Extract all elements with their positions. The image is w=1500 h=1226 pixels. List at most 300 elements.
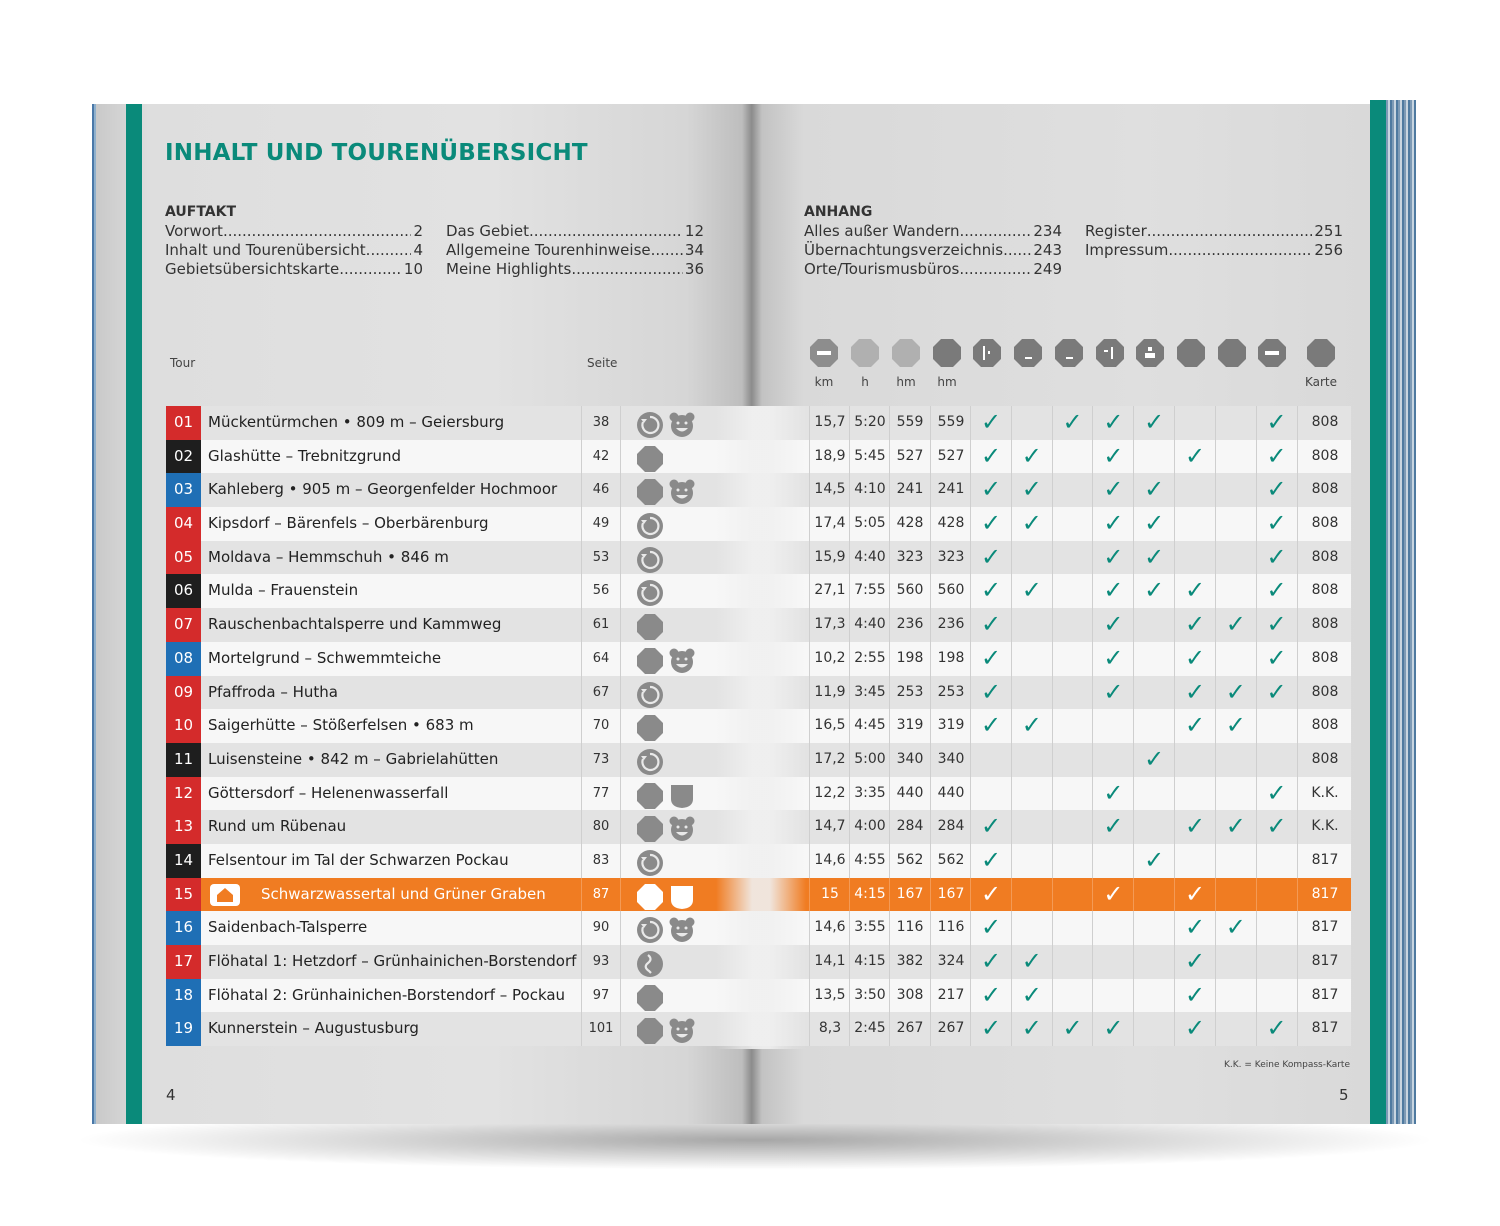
- tour-ascent: 198: [889, 642, 930, 676]
- check-mark-icon: ✓: [1092, 574, 1133, 608]
- tour-number: 03: [166, 473, 201, 507]
- tour-ascent: 308: [889, 979, 930, 1013]
- empty-cell: [1092, 709, 1133, 743]
- toc-entry[interactable]: Allgemeine Tourenhinweise ..... 34: [446, 241, 704, 260]
- check-mark-icon: ✓: [1174, 642, 1215, 676]
- tour-map: 817: [1297, 911, 1352, 945]
- tour-row[interactable]: [166, 676, 1351, 710]
- tour-ascent: 267: [889, 1012, 930, 1046]
- check-mark-icon: ✓: [970, 473, 1011, 507]
- check-mark-icon: ✓: [1133, 574, 1174, 608]
- tour-duration: 3:45: [849, 676, 890, 710]
- empty-cell: [970, 743, 1011, 777]
- tour-ascent: 428: [889, 507, 930, 541]
- header-pictogram-icon: [1095, 338, 1125, 368]
- empty-cell: [1215, 473, 1256, 507]
- check-mark-icon: ✓: [1215, 608, 1256, 642]
- tour-ascent: 527: [889, 440, 930, 474]
- empty-cell: [1011, 844, 1052, 878]
- tour-row[interactable]: [166, 945, 1351, 979]
- tour-name: Göttersdorf – Helenenwasserfall: [208, 783, 449, 802]
- empty-cell: [1052, 844, 1093, 878]
- tour-name: Glashütte – Trebnitzgrund: [208, 446, 402, 465]
- check-mark-icon: ✓: [1256, 406, 1297, 440]
- tour-distance: 14,6: [809, 911, 850, 945]
- tour-name: Schwarzwassertal und Grüner Graben: [261, 884, 546, 903]
- check-mark-icon: ✓: [1174, 945, 1215, 979]
- tour-number: 08: [166, 642, 201, 676]
- header-pictogram-icon: [1306, 338, 1336, 368]
- tour-descent: 217: [930, 979, 971, 1013]
- tour-row[interactable]: [166, 574, 1351, 608]
- empty-cell: [1133, 676, 1174, 710]
- tour-row[interactable]: [166, 911, 1351, 945]
- check-mark-icon: ✓: [1092, 878, 1133, 912]
- descent-column-header: hm: [937, 375, 957, 389]
- tour-descent: 323: [930, 541, 971, 575]
- empty-cell: [1092, 911, 1133, 945]
- shield-icon: [668, 782, 696, 806]
- check-mark-icon: ✓: [1174, 709, 1215, 743]
- tour-map: 808: [1297, 507, 1352, 541]
- empty-cell: [1011, 676, 1052, 710]
- empty-cell: [1215, 507, 1256, 541]
- empty-cell: [1256, 709, 1297, 743]
- tour-name: Rund um Rübenau: [208, 817, 347, 836]
- tour-number: 10: [166, 709, 201, 743]
- check-mark-icon: ✓: [1256, 574, 1297, 608]
- tour-duration: 3:50: [849, 979, 890, 1013]
- tour-descent: 198: [930, 642, 971, 676]
- check-mark-icon: ✓: [1011, 709, 1052, 743]
- empty-cell: [1174, 507, 1215, 541]
- tour-duration: 5:45: [849, 440, 890, 474]
- tour-number: 18: [166, 979, 201, 1013]
- empty-cell: [1052, 777, 1093, 811]
- empty-cell: [1174, 777, 1215, 811]
- tour-row[interactable]: [166, 743, 1351, 777]
- header-pictogram-icon: [809, 338, 839, 368]
- check-mark-icon: ✓: [970, 440, 1011, 474]
- octagon-icon: [636, 815, 664, 839]
- tour-row[interactable]: [166, 1012, 1351, 1046]
- tour-map: 808: [1297, 473, 1352, 507]
- tour-name: Luisensteine • 842 m – Gabrielahütten: [208, 749, 499, 768]
- tour-map: 808: [1297, 709, 1352, 743]
- check-mark-icon: ✓: [1092, 810, 1133, 844]
- check-mark-icon: ✓: [1174, 1012, 1215, 1046]
- check-mark-icon: ✓: [1092, 608, 1133, 642]
- check-mark-icon: ✓: [1092, 777, 1133, 811]
- page-number-left: 4: [166, 1086, 176, 1104]
- check-mark-icon: ✓: [1256, 473, 1297, 507]
- tour-row[interactable]: [166, 777, 1351, 811]
- tour-page: 46: [581, 473, 621, 507]
- tour-distance: 27,1: [809, 574, 850, 608]
- check-mark-icon: ✓: [1256, 541, 1297, 575]
- empty-cell: [1174, 406, 1215, 440]
- tour-name: Moldava – Hemmschuh • 846 m: [208, 547, 449, 566]
- check-mark-icon: ✓: [970, 642, 1011, 676]
- toc-entry[interactable]: Das Gebiet ..... 12: [446, 222, 704, 241]
- tour-name: Mückentürmchen • 809 m – Geiersburg: [208, 413, 505, 431]
- tour-row[interactable]: [166, 440, 1351, 474]
- tour-page: 70: [581, 709, 621, 743]
- header-pictogram-icon: [850, 338, 880, 368]
- bear-face-icon: [668, 411, 696, 435]
- book-edge-right: [1386, 100, 1416, 1124]
- ascent-column-header: hm: [896, 375, 916, 389]
- tour-number: 05: [166, 541, 201, 575]
- check-mark-icon: ✓: [970, 844, 1011, 878]
- empty-cell: [1215, 642, 1256, 676]
- tour-descent: 267: [930, 1012, 971, 1046]
- tour-descent: 440: [930, 777, 971, 811]
- empty-cell: [1256, 844, 1297, 878]
- empty-cell: [1011, 911, 1052, 945]
- empty-cell: [1133, 810, 1174, 844]
- tour-duration: 4:45: [849, 709, 890, 743]
- header-pictogram-icon: [1013, 338, 1043, 368]
- check-mark-icon: ✓: [970, 911, 1011, 945]
- tour-duration: 4:55: [849, 844, 890, 878]
- check-mark-icon: ✓: [970, 1012, 1011, 1046]
- empty-cell: [1174, 541, 1215, 575]
- anhang-col-1: [804, 222, 1062, 279]
- tour-ascent: 253: [889, 676, 930, 710]
- toc-entry[interactable]: Impressum ..... 256: [1085, 241, 1343, 260]
- check-mark-icon: ✓: [1256, 777, 1297, 811]
- toc-entry[interactable]: Inhalt und Tourenübersicht ..... 4: [165, 241, 423, 260]
- tour-duration: 4:15: [849, 945, 890, 979]
- check-mark-icon: ✓: [1215, 709, 1256, 743]
- empty-cell: [1052, 743, 1093, 777]
- empty-cell: [1011, 777, 1052, 811]
- empty-cell: [1052, 878, 1093, 912]
- tour-row[interactable]: [166, 709, 1351, 743]
- toc-entry[interactable]: Gebietsübersichtskarte ..... 10: [165, 260, 423, 279]
- tour-number: 17: [166, 945, 201, 979]
- tour-number: 04: [166, 507, 201, 541]
- check-mark-icon: ✓: [1133, 541, 1174, 575]
- tour-page: 83: [581, 844, 621, 878]
- check-mark-icon: ✓: [970, 608, 1011, 642]
- check-mark-icon: ✓: [970, 676, 1011, 710]
- tour-map: 808: [1297, 608, 1352, 642]
- tour-name: Mulda – Frauenstein: [208, 581, 359, 600]
- highlight-hut-icon: [210, 884, 240, 906]
- octagon-icon: [636, 984, 664, 1008]
- header-pictogram-icon: [1257, 338, 1287, 368]
- octagon-icon: [636, 478, 664, 502]
- empty-cell: [1052, 608, 1093, 642]
- tour-map: 808: [1297, 743, 1352, 777]
- tour-row[interactable]: [166, 844, 1351, 878]
- tour-descent: 560: [930, 574, 971, 608]
- tour-descent: 562: [930, 844, 971, 878]
- tour-name: Mortelgrund – Schwemmteiche: [208, 648, 442, 667]
- tour-duration: 5:20: [849, 406, 890, 440]
- tour-row[interactable]: [166, 473, 1351, 507]
- teal-bar-left: [126, 104, 142, 1124]
- tour-number: 06: [166, 574, 201, 608]
- empty-cell: [1215, 979, 1256, 1013]
- tour-name: Kunnerstein – Augustusburg: [208, 1019, 419, 1038]
- tour-number: 12: [166, 777, 201, 811]
- check-mark-icon: ✓: [1256, 1012, 1297, 1046]
- tour-descent: 253: [930, 676, 971, 710]
- check-mark-icon: ✓: [1174, 608, 1215, 642]
- empty-cell: [1133, 1012, 1174, 1046]
- tour-row[interactable]: [166, 507, 1351, 541]
- octagon-icon: [636, 445, 664, 469]
- tour-page: 67: [581, 676, 621, 710]
- tour-number: 19: [166, 1012, 201, 1046]
- check-mark-icon: ✓: [1011, 1012, 1052, 1046]
- tour-distance: 17,3: [809, 608, 850, 642]
- tour-duration: 5:05: [849, 507, 890, 541]
- tour-duration: 4:15: [849, 878, 890, 912]
- bear-face-icon: [668, 815, 696, 839]
- check-mark-icon: ✓: [1174, 878, 1215, 912]
- empty-cell: [1052, 979, 1093, 1013]
- octagon-icon: [636, 1017, 664, 1041]
- empty-cell: [1011, 878, 1052, 912]
- tour-number: 07: [166, 608, 201, 642]
- header-pictogram-icon: [891, 338, 921, 368]
- tour-page: 53: [581, 541, 621, 575]
- check-mark-icon: ✓: [1092, 541, 1133, 575]
- header-pictogram-icon: [1176, 338, 1206, 368]
- check-mark-icon: ✓: [1133, 473, 1174, 507]
- tour-distance: 17,2: [809, 743, 850, 777]
- tour-page: 73: [581, 743, 621, 777]
- empty-cell: [1052, 709, 1093, 743]
- check-mark-icon: ✓: [1092, 642, 1133, 676]
- toc-entry[interactable]: Alles außer Wandern ..... 234: [804, 222, 1062, 241]
- check-mark-icon: ✓: [1174, 440, 1215, 474]
- empty-cell: [1052, 541, 1093, 575]
- page-number-right: 5: [1339, 1086, 1349, 1104]
- empty-cell: [1052, 473, 1093, 507]
- tour-row[interactable]: [166, 608, 1351, 642]
- bear-face-icon: [668, 647, 696, 671]
- tour-distance: 15,9: [809, 541, 850, 575]
- tour-number: 01: [166, 406, 201, 440]
- check-mark-icon: ✓: [1011, 574, 1052, 608]
- tour-name: Felsentour im Tal der Schwarzen Pockau: [208, 850, 509, 869]
- tour-page: 80: [581, 810, 621, 844]
- check-mark-icon: ✓: [1133, 406, 1174, 440]
- empty-cell: [1052, 945, 1093, 979]
- check-mark-icon: ✓: [970, 541, 1011, 575]
- empty-cell: [1052, 507, 1093, 541]
- tour-map: 808: [1297, 440, 1352, 474]
- tour-duration: 7:55: [849, 574, 890, 608]
- check-mark-icon: ✓: [1256, 507, 1297, 541]
- check-mark-icon: ✓: [1174, 911, 1215, 945]
- check-mark-icon: ✓: [970, 507, 1011, 541]
- tour-distance: 14,5: [809, 473, 850, 507]
- tour-distance: 16,5: [809, 709, 850, 743]
- check-mark-icon: ✓: [1256, 642, 1297, 676]
- tour-row[interactable]: [166, 406, 1351, 440]
- tour-row[interactable]: [166, 541, 1351, 575]
- header-pictogram-icon: [932, 338, 962, 368]
- tour-ascent: 562: [889, 844, 930, 878]
- toc-entry[interactable]: Übernachtungsverzeichnis ..... 243: [804, 241, 1062, 260]
- tour-page: 38: [581, 406, 621, 440]
- tour-distance: 14,1: [809, 945, 850, 979]
- tour-number: 09: [166, 676, 201, 710]
- tour-map: 817: [1297, 844, 1352, 878]
- tour-descent: 527: [930, 440, 971, 474]
- tour-ascent: 340: [889, 743, 930, 777]
- circle-arrow-icon: [636, 579, 664, 603]
- tour-ascent: 284: [889, 810, 930, 844]
- tour-name: Pfaffroda – Hutha: [208, 682, 338, 701]
- empty-cell: [1052, 911, 1093, 945]
- check-mark-icon: ✓: [1215, 676, 1256, 710]
- tour-name: Rauschenbachtalsperre und Kammweg: [208, 615, 502, 634]
- empty-cell: [1011, 541, 1052, 575]
- empty-cell: [1133, 911, 1174, 945]
- empty-cell: [1215, 878, 1256, 912]
- header-pictogram-icon: [1054, 338, 1084, 368]
- anhang-col-2: [1085, 222, 1343, 260]
- empty-cell: [1133, 777, 1174, 811]
- empty-cell: [1092, 979, 1133, 1013]
- tour-map: 817: [1297, 979, 1352, 1013]
- tour-ascent: 236: [889, 608, 930, 642]
- check-mark-icon: ✓: [1052, 1012, 1093, 1046]
- circle-arrow-icon: [636, 411, 664, 435]
- empty-cell: [1011, 608, 1052, 642]
- auftakt-col-2: [446, 222, 704, 279]
- tour-row[interactable]: [166, 642, 1351, 676]
- tour-page: 101: [581, 1012, 621, 1046]
- tour-row[interactable]: [166, 810, 1351, 844]
- toc-entry[interactable]: Register ..... 251: [1085, 222, 1343, 241]
- empty-cell: [1092, 743, 1133, 777]
- tour-name: Saigerhütte – Stößerfelsen • 683 m: [208, 716, 474, 735]
- tour-duration: 5:00: [849, 743, 890, 777]
- check-mark-icon: ✓: [970, 945, 1011, 979]
- toc-entry[interactable]: Vorwort ..... 2: [165, 222, 423, 241]
- tour-duration: 4:40: [849, 541, 890, 575]
- tour-row[interactable]: [166, 979, 1351, 1013]
- tour-page: 87: [581, 878, 621, 912]
- tour-descent: 236: [930, 608, 971, 642]
- seite-column-header: Seite: [587, 356, 618, 370]
- tour-name: Saidenbach-Talsperre: [208, 918, 368, 937]
- check-mark-icon: ✓: [1092, 406, 1133, 440]
- tour-descent: 559: [930, 406, 971, 440]
- check-mark-icon: ✓: [970, 406, 1011, 440]
- check-mark-icon: ✓: [1092, 507, 1133, 541]
- check-mark-icon: ✓: [1256, 440, 1297, 474]
- tour-descent: 340: [930, 743, 971, 777]
- tour-ascent: 440: [889, 777, 930, 811]
- tour-descent: 324: [930, 945, 971, 979]
- empty-cell: [1052, 642, 1093, 676]
- header-pictogram-icon: [1217, 338, 1247, 368]
- check-mark-icon: ✓: [970, 878, 1011, 912]
- tour-duration: 4:00: [849, 810, 890, 844]
- check-mark-icon: ✓: [1174, 676, 1215, 710]
- toc-entry[interactable]: Meine Highlights ..... 36: [446, 260, 704, 279]
- circle-arrow-icon: [636, 512, 664, 536]
- check-mark-icon: ✓: [1215, 810, 1256, 844]
- teal-bar-right: [1370, 100, 1386, 1124]
- check-mark-icon: ✓: [1133, 743, 1174, 777]
- header-pictogram-icon: [1135, 338, 1165, 368]
- tour-number: 02: [166, 440, 201, 474]
- empty-cell: [1011, 743, 1052, 777]
- tour-name: Kahleberg • 905 m – Georgenfelder Hochmoor: [208, 480, 558, 499]
- tour-distance: 14,7: [809, 810, 850, 844]
- tour-number: 14: [166, 844, 201, 878]
- header-pictogram-icon: [972, 338, 1002, 368]
- empty-cell: [1052, 574, 1093, 608]
- tour-map: 808: [1297, 541, 1352, 575]
- empty-cell: [1215, 406, 1256, 440]
- check-mark-icon: ✓: [1011, 507, 1052, 541]
- tour-map: K.K.: [1297, 810, 1352, 844]
- shield-icon: [668, 883, 696, 907]
- tour-table: [166, 406, 1351, 1046]
- tour-name: Flöhatal 1: Hetzdorf – Grünhainichen-Borstendorf: [208, 952, 577, 970]
- tour-descent: 116: [930, 911, 971, 945]
- toc-entry[interactable]: Orte/Tourismusbüros ..... 249: [804, 260, 1062, 279]
- check-mark-icon: ✓: [970, 979, 1011, 1013]
- tour-ascent: 241: [889, 473, 930, 507]
- anhang-heading: ANHANG: [804, 204, 873, 220]
- circle-arrow-icon: [636, 916, 664, 940]
- tour-ascent: 382: [889, 945, 930, 979]
- tour-row[interactable]: [166, 878, 1351, 912]
- empty-cell: [1133, 945, 1174, 979]
- tour-page: 77: [581, 777, 621, 811]
- auftakt-col-1: [165, 222, 423, 279]
- tour-map: K.K.: [1297, 777, 1352, 811]
- tour-page: 56: [581, 574, 621, 608]
- circle-arrow-icon: [636, 748, 664, 772]
- octagon-icon: [636, 782, 664, 806]
- empty-cell: [1215, 945, 1256, 979]
- tour-duration: 3:55: [849, 911, 890, 945]
- tour-name: Flöhatal 2: Grünhainichen-Borstendorf – Pockau: [208, 985, 566, 1004]
- empty-cell: [1215, 440, 1256, 474]
- empty-cell: [1011, 642, 1052, 676]
- tour-duration: 2:45: [849, 1012, 890, 1046]
- tour-name: Kipsdorf – Bärenfels – Oberbärenburg: [208, 514, 489, 533]
- tour-distance: 18,9: [809, 440, 850, 474]
- tour-map: 808: [1297, 642, 1352, 676]
- empty-cell: [1215, 777, 1256, 811]
- tour-descent: 284: [930, 810, 971, 844]
- check-mark-icon: ✓: [1092, 676, 1133, 710]
- empty-cell: [1256, 878, 1297, 912]
- tour-page: 49: [581, 507, 621, 541]
- bear-face-icon: [668, 1017, 696, 1041]
- check-mark-icon: ✓: [1011, 979, 1052, 1013]
- km-column-header: km: [814, 375, 834, 389]
- tour-ascent: 323: [889, 541, 930, 575]
- tour-map: 808: [1297, 574, 1352, 608]
- circle-arrow-icon: [636, 681, 664, 705]
- circle-arrow-icon: [636, 546, 664, 570]
